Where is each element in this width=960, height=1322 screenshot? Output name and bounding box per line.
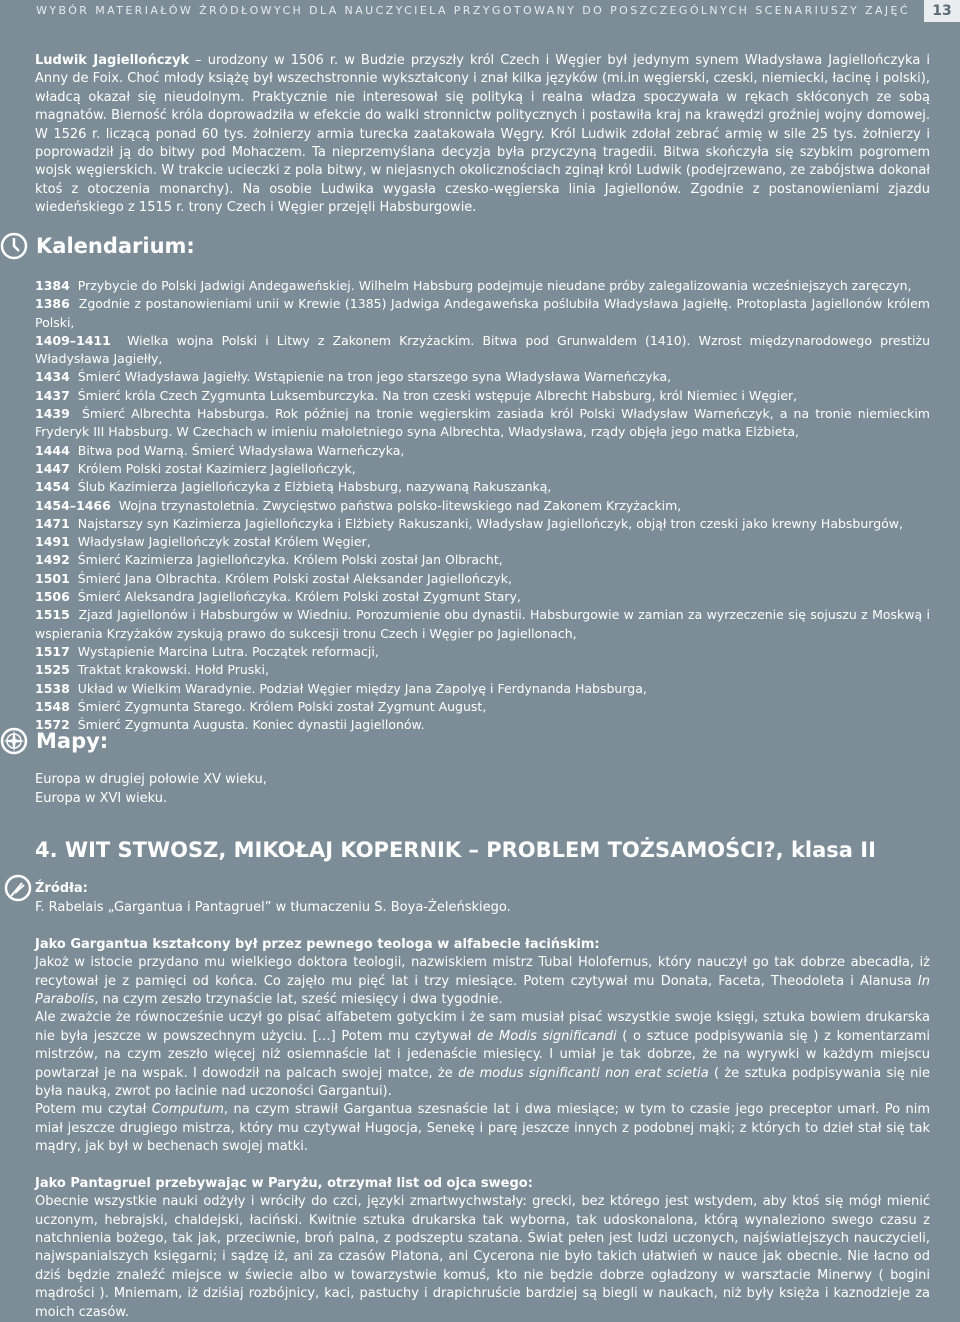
calendar-year: 1538 bbox=[35, 680, 70, 696]
calendar-entry bbox=[35, 478, 930, 496]
calendar-year: 1454 bbox=[35, 479, 70, 495]
intro-name: Ludwik Jagiellończyk bbox=[35, 53, 190, 68]
calendar-text: Śmierć króla Czech Zygmunta Luksemburczyka. Na tron czeski wstępuje Albrecht Habsburg, król Niemiec i Węgier, bbox=[77, 387, 798, 403]
intro-section bbox=[35, 52, 930, 218]
calendar-year: 1447 bbox=[35, 460, 70, 476]
calendar-year: 1437 bbox=[35, 387, 70, 403]
calendar-heading bbox=[0, 232, 195, 260]
calendar-entry bbox=[35, 442, 930, 460]
calendar-year: 1439 bbox=[35, 406, 70, 422]
sources-section bbox=[35, 880, 930, 1322]
s1p3b: , na czym strawił Gargantua szesnaście lat i dwa miesiące; w tym to czasie jego preceptor umarł. Po nim miał jeszcze drugiego mistrza, który mu czytywał Hugocja, Senekę i parę jeszcze innych z podobnej mąki; z których to dzieł stał się tak mądry, jak był w bechenach swojej matki. bbox=[35, 1102, 930, 1155]
calendar-entry bbox=[35, 606, 930, 643]
page-header bbox=[0, 0, 960, 22]
calendar-text: Wojna trzynastoletnia. Zwycięstwo państwa polsko-litewskiego nad Zakonem Krzyżackim, bbox=[118, 497, 682, 513]
s1p2b: ( o sztuce podpisywania się ) z komentarzami mistrzów, na czym zeszło więcej niż osiemnaście lat i jedenaście miesięcy. I umiał je tak dobrze, że na wyrywki w każdym miejscu powtarzał je na wspak. I dowodził na palcach swojej matce, że bbox=[35, 1028, 930, 1081]
compass-icon bbox=[0, 727, 32, 755]
calendar-entry bbox=[35, 332, 930, 369]
page-number: 13 bbox=[924, 0, 960, 22]
maps-heading bbox=[0, 727, 108, 755]
calendar-year: 1384 bbox=[35, 278, 70, 293]
s1p1-text: Jakoż w istocie przydano mu wielkiego doktora teologii, nazwiskiem mistrz Tubal Holofernus, który nauczył go tak dobrze abecadła, iż recytował je z pamięci od końca. Co zajęło mu pięć lat i trzy miesiące. Potem czytywał mu Donata, Faceta, Theodoleta i Alanusa bbox=[35, 955, 930, 989]
lesson-heading: 4. WIT STWOSZ, MIKOŁAJ KOPERNIK – PROBLEM TOŻSAMOŚCI?, klasa II bbox=[35, 838, 876, 862]
calendar-text: Najstarszy syn Kazimierza Jagiellończyka i Elżbiety Rakuszanki, Władysław Jagiellończyk, objął tron czeski jako krewny Habsburgów, bbox=[77, 515, 903, 531]
calendar-entry bbox=[35, 460, 930, 478]
calendar-entry bbox=[35, 680, 930, 698]
s1p1-em: In Parabolis bbox=[35, 973, 930, 1008]
calendar-text: Zgodnie z postanowieniami unii w Krewie (1385) Jadwiga Andegaweńska poślubiła Władysława Jagiełłę. Protoplasta Jagiellonów królem Polski, bbox=[35, 296, 930, 330]
section1-paragraph-1 bbox=[35, 954, 930, 1009]
calendar-year: 1444 bbox=[35, 442, 70, 458]
calendar-text: Śmierć Kazimierza Jagiellończyka. Królem Polski został Jan Olbracht, bbox=[77, 552, 503, 568]
s1p3-em: Computum bbox=[151, 1102, 224, 1118]
s1p2c: ( że sztuka podpisywania się nie była nauką, zwrot po łacinie nad uczoności Gargantui). bbox=[35, 1065, 930, 1100]
s1p3a: Potem mu czytał bbox=[35, 1102, 152, 1118]
intro-text: – urodzony w 1506 r. w Budzie przyszły król Czech i Węgier był jedynym synem Władysława Jagiellończyka i Anny de Foix. Choć młody książę był wszechstronnie wykształcony i znał kilka języków (mi.in węgierski, czeski, niemiecki, łacinę i polski), władcą okazał się nieudolnym. Praktycznie nie interesował się polityką i realna władza spoczywała w rękach skłóconych ze sobą magnatów. Bierność króla doprowadziła w efekcie do walki stronnictw politycznych i postawiła kraj na krawędzi groźniej wojny domowej. W 1526 r. liczącą ponad 60 tys. żołnierzy armia turecka zaatakowała Węgry. Król Ludwik zdołał zebrać armię w sile 25 tys. żołnierzy i poprowadził ją do bitwy pod Mohaczem. Ta nieprzemyślana decyzja była przyczyną tragedii. Bitwa skończyła się szybkim pogromem wojsk węgierskich. W trakcie ucieczki z pola bitwy, w niejasnych okolicznościach zginął król Ludwik (podejrzewano, ze zabójstwa dokonał ktoś z otoczenia monarchy). Na osobie Ludwika wygasła czesko-węgierska linia Jagiellonów. Zgodnie z postanowieniami zjazdu wiedeńskiego z 1515 r. trony Czech i Węgier przejęli Habsburgowie. bbox=[35, 53, 930, 216]
calendar-text: Układ w Wielkim Waradynie. Podział Węgier między Jana Zapolyę i Ferdynanda Habsburga, bbox=[77, 680, 647, 696]
maps-heading-text: Mapy: bbox=[36, 729, 109, 753]
calendar-year: 1548 bbox=[35, 698, 70, 714]
section1-paragraph-2 bbox=[35, 1009, 930, 1101]
calendar-year: 1492 bbox=[35, 552, 70, 568]
calendar-entry bbox=[35, 551, 930, 569]
calendar-entry bbox=[35, 588, 930, 606]
calendar-year: 1434 bbox=[35, 369, 70, 385]
calendar-text: Śmierć Jana Olbrachta. Królem Polski został Aleksander Jagiellończyk, bbox=[77, 570, 513, 586]
section1-paragraph-3 bbox=[35, 1101, 930, 1156]
s1p2a: Ale zważcie że równocześnie uczył go pisać alfabetem gotyckim i że sam musiał pisać wszystkie swoje księgi, sztuka bowiem drukarska nie była jeszcze w powszechnym użyciu. […] Potem mu czytywał bbox=[35, 1010, 930, 1044]
calendar-text: Przybycie do Polski Jadwigi Andegaweńskiej. Wilhelm Habsburg podejmuje nieudane próby zalegalizowania wcześniejszych zaręczyn, bbox=[77, 278, 912, 293]
calendar-entry bbox=[35, 661, 930, 679]
source-reference: F. Rabelais „Gargantua i Pantagruel” w tłumaczeniu S. Boya-Żeleńskiego. bbox=[35, 900, 511, 916]
calendar-year: 1517 bbox=[35, 643, 70, 659]
s1p1-end: , na czym zeszło trzynaście lat, sześć miesięcy i dwa tygodnie. bbox=[94, 992, 503, 1008]
calendar-text: Wystąpienie Marcina Lutra. Początek reformacji, bbox=[77, 643, 379, 659]
calendar-entry bbox=[35, 497, 930, 515]
intro-paragraph bbox=[35, 52, 930, 218]
calendar-entry bbox=[35, 515, 930, 533]
calendar-entry bbox=[35, 368, 930, 386]
calendar-year: 1525 bbox=[35, 662, 70, 678]
calendar-text: Bitwa pod Warną. Śmierć Władysława Warneńczyka, bbox=[77, 442, 405, 458]
sources-label: Źródła: bbox=[35, 881, 88, 896]
calendar-entry bbox=[35, 277, 930, 295]
clock-icon bbox=[0, 232, 32, 260]
map-item: Europa w XVI wieku. bbox=[35, 791, 168, 806]
calendar-year: 1572 bbox=[35, 717, 70, 733]
calendar-year: 1506 bbox=[35, 589, 70, 605]
maps-list bbox=[35, 770, 267, 808]
header-title: WYBÓR MATERIAŁÓW ŹRÓDŁOWYCH DLA NAUCZYCIELA PRZYGOTOWANY DO POSZCZEGÓLNYCH SCENARIUSZY ZAJĘĆ bbox=[36, 4, 910, 17]
calendar-text: Śmierć Władysława Jagiełły. Wstąpienie na tron jego starszego syna Władysława Warneńczyka, bbox=[77, 369, 672, 385]
quill-icon bbox=[4, 874, 32, 902]
calendar-entry bbox=[35, 643, 930, 661]
calendar-text: Śmierć Albrechta Habsburga. Rok później na tronie węgierskim zasiada król Polski Władysław Warneńczyk, a na tronie niemieckim Fryderyk III Habsburg. W Czechach w imieniu małoletniego syna Albrechta, Władysława, rządy objęła jego matka Elżbieta, bbox=[35, 406, 930, 440]
calendar-text: Ślub Kazimierza Jagiellończyka z Elżbietą Habsburg, nazywaną Rakuszanką, bbox=[77, 479, 552, 495]
calendar-entry bbox=[35, 570, 930, 588]
section2-paragraph-1: Obecnie wszystkie nauki odżyły i wróciły do czci, języki zmartwychwstały: grecki, bez którego jest wstydem, aby ktoś się mógł mienić uczonym, hebrajski, chaldejski, łaciński. Kwitnie sztuka drukarska tak wyborna, tak udoskonalona, którą wynaleziono swego czasu z natchnienia bożego, tak jak, przeciwnie, broń palna, z podszeptu szatana. Świat pełen jest ludzi uczonych, najświatlejszych nauczycieli, najwspanialszych księgarni; i sądzę iż, ani za czasów Platona, ani Cycerona nie było takich ułatwień w nauce jak obecnie. Nie łacno od dziś będzie znaleźć miejsce w świecie albo w towarzystwie komuś, kto nie będzie dobrze ogładzony w warsztacie Minerwy ( bogini mądrości ). Mniemam, iż dziśiaj rozbójnicy, kaci, pastuchy i drapichruście bardziej są biegli w naukach, niż były księża i kaznodzieje za moich czasów. bbox=[35, 1194, 930, 1320]
calendar-year: 1501 bbox=[35, 570, 70, 586]
calendar-entry bbox=[35, 698, 930, 716]
calendar-year: 1409–1411 bbox=[35, 332, 111, 348]
calendar-text: Królem Polski został Kazimierz Jagiellończyk, bbox=[77, 460, 356, 476]
map-item: Europa w drugiej połowie XV wieku, bbox=[35, 772, 267, 787]
calendar-text: Śmierć Zygmunta Starego. Królem Polski został Zygmunt August, bbox=[77, 698, 487, 714]
calendar-text: Śmierć Zygmunta Augusta. Koniec dynastii Jagiellonów. bbox=[77, 717, 425, 733]
calendar-text: Zjazd Jagiellonów i Habsburgów w Wiedniu. Porozumienie obu dynastii. Habsburgowie w zamian za wyrzeczenie się sojuszu z Moskwą i wspierania Krzyżaków zyskują prawo do sukcesji tronu Czech i Węgier po Jagiellonach, bbox=[35, 607, 930, 641]
s1p2-em1: de Modis significandi bbox=[477, 1028, 617, 1044]
calendar-year: 1386 bbox=[35, 296, 70, 312]
calendar-year: 1491 bbox=[35, 534, 70, 550]
calendar-year: 1454–1466 bbox=[35, 497, 111, 513]
calendar-text: Władysław Jagiellończyk został Królem Węgier, bbox=[77, 534, 371, 550]
section1-title: Jako Gargantua kształcony był przez pewnego teologa w alfabecie łacińskim: bbox=[35, 936, 600, 952]
calendar-text: Śmierć Aleksandra Jagiellończyka. Królem Polski został Zygmunt Stary, bbox=[77, 589, 521, 605]
calendar-heading-text: Kalendarium: bbox=[36, 234, 195, 258]
calendar-entry bbox=[35, 405, 930, 442]
s1p2-em2: de modus significanti non erat scietia bbox=[458, 1065, 709, 1081]
calendar-entry bbox=[35, 533, 930, 551]
calendar-text: Traktat krakowski. Hołd Pruski, bbox=[77, 662, 269, 678]
calendar-entry bbox=[35, 387, 930, 405]
calendar-list bbox=[35, 277, 930, 734]
calendar-text: Wielka wojna Polski i Litwy z Zakonem Krzyżackim. Bitwa pod Grunwaldem (1410). Wzrost międzynarodowego prestiżu Władysława Jagiełły, bbox=[35, 332, 930, 367]
calendar-entry bbox=[35, 716, 930, 734]
calendar-entry bbox=[35, 295, 930, 332]
calendar-year: 1471 bbox=[35, 515, 70, 531]
calendar-year: 1515 bbox=[35, 607, 70, 623]
section2-title: Jako Pantagruel przebywając w Paryżu, otrzymał list od ojca swego: bbox=[35, 1175, 533, 1191]
